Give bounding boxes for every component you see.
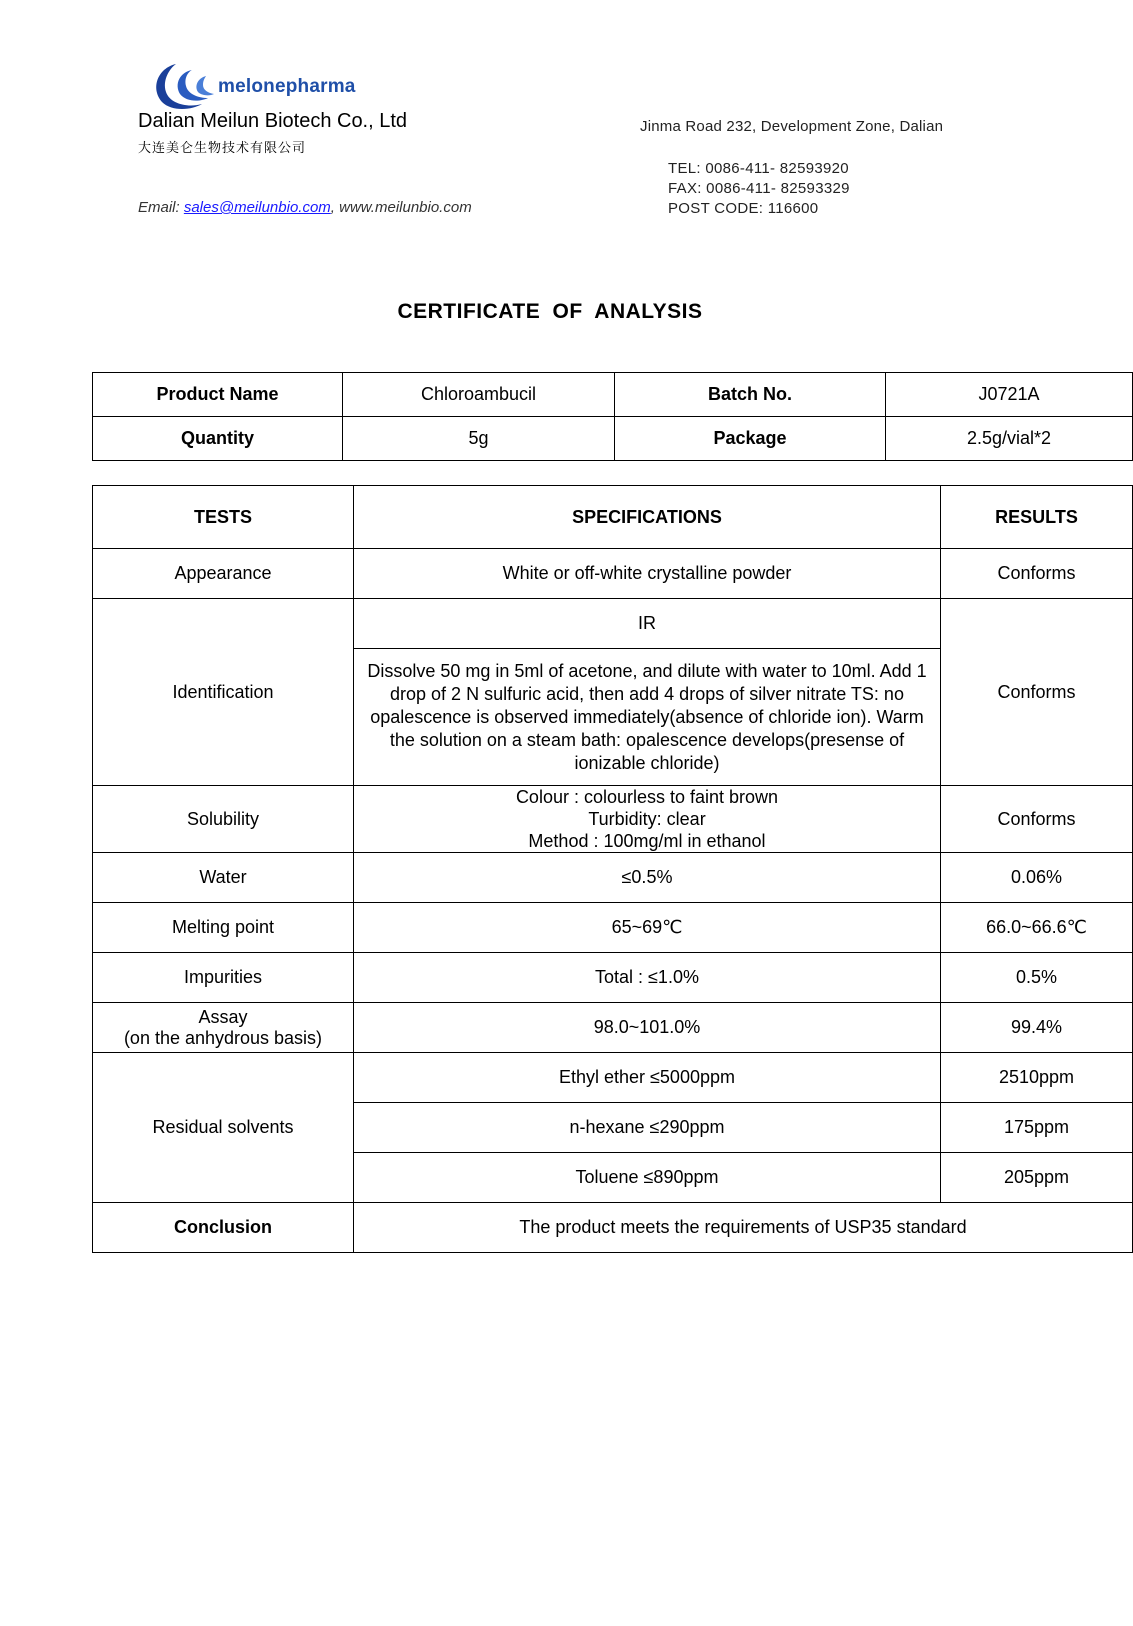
company-address: Jinma Road 232, Development Zone, Dalian (640, 118, 944, 135)
result-water: 0.06% (941, 853, 1133, 903)
email-label: Email: (138, 199, 184, 216)
company-name-english: Dalian Meilun Biotech Co., Ltd (138, 110, 408, 132)
spec-solubility-method: Method : 100mg/ml in ethanol (528, 831, 766, 851)
table-row-impurities (93, 953, 1133, 1003)
spec-appearance: White or off-white crystalline powder (354, 549, 941, 599)
test-residual-solvents: Residual solvents (93, 1053, 354, 1203)
company-name-chinese: 大连美仑生物技术有限公司 (138, 141, 307, 156)
spec-residual-ethyl-ether: Ethyl ether ≤5000ppm (354, 1053, 941, 1103)
result-assay: 99.4% (941, 1003, 1133, 1053)
table-row-water (93, 853, 1133, 903)
info-row (93, 417, 1133, 461)
result-impurities: 0.5% (941, 953, 1133, 1003)
test-impurities: Impurities (93, 953, 354, 1003)
spec-solubility (354, 786, 941, 853)
table-header-row (93, 486, 1133, 549)
conclusion-label: Conclusion (93, 1203, 354, 1253)
document-title-text: CERTIFICATE OF ANALYSIS (397, 300, 703, 323)
product-name-label: Product Name (93, 373, 343, 417)
table-row-conclusion (93, 1203, 1133, 1253)
fax: FAX: 0086-411- 82593329 (668, 180, 850, 197)
result-residual-n-hexane: 175ppm (941, 1103, 1133, 1153)
table-row-appearance (93, 549, 1133, 599)
info-row (93, 373, 1133, 417)
package-value: 2.5g/vial*2 (886, 417, 1133, 461)
result-appearance: Conforms (941, 549, 1133, 599)
spec-residual-n-hexane: n-hexane ≤290ppm (354, 1103, 941, 1153)
header-specifications: SPECIFICATIONS (354, 486, 941, 549)
package-label: Package (615, 417, 886, 461)
spec-residual-toluene: Toluene ≤890ppm (354, 1153, 941, 1203)
header-results: RESULTS (941, 486, 1133, 549)
table-row-solubility (93, 786, 1133, 853)
product-name-value: Chloroambucil (343, 373, 615, 417)
document-title (0, 300, 1100, 324)
analysis-table (92, 485, 1133, 1253)
post-code: POST CODE: 116600 (668, 200, 819, 217)
header-tests: TESTS (93, 486, 354, 549)
spec-solubility-colour: Colour : colourless to faint brown (515, 787, 779, 807)
result-identification: Conforms (941, 599, 1133, 786)
spec-solubility-turbidity: Turbidity: clear (588, 809, 706, 829)
logo-text: melonepharma (218, 76, 356, 97)
test-assay (93, 1003, 354, 1053)
test-appearance: Appearance (93, 549, 354, 599)
result-residual-ethyl-ether: 2510ppm (941, 1053, 1133, 1103)
test-assay-label: Assay (198, 1006, 248, 1027)
test-identification: Identification (93, 599, 354, 786)
quantity-value: 5g (343, 417, 615, 461)
table-row-melting-point (93, 903, 1133, 953)
logo-swirl-icon (156, 64, 214, 109)
result-residual-toluene: 205ppm (941, 1153, 1133, 1203)
conclusion-text: The product meets the requirements of USP35 standard (354, 1203, 1133, 1253)
email-link[interactable]: sales@meilunbio.com (183, 199, 331, 216)
spec-assay: 98.0~101.0% (354, 1003, 941, 1053)
table-row-residual-1 (93, 1053, 1133, 1103)
result-melting-point: 66.0~66.6℃ (941, 903, 1133, 953)
test-melting-point: Melting point (93, 903, 354, 953)
test-solubility: Solubility (93, 786, 354, 853)
table-row-assay (93, 1003, 1133, 1053)
website-link[interactable]: www.meilunbio.com (339, 199, 472, 216)
batch-label: Batch No. (615, 373, 886, 417)
product-info-table (92, 372, 1133, 461)
spec-melting-point: 65~69℃ (354, 903, 941, 953)
telephone: TEL: 0086-411- 82593920 (668, 160, 849, 177)
test-water: Water (93, 853, 354, 903)
table-row-identification (93, 599, 1133, 649)
website-separator: , (330, 199, 340, 216)
result-solubility: Conforms (941, 786, 1133, 853)
test-assay-basis: (on the anhydrous basis) (123, 1027, 323, 1048)
quantity-label: Quantity (93, 417, 343, 461)
contact-line (138, 199, 472, 216)
spec-impurities: Total : ≤1.0% (354, 953, 941, 1003)
spec-identification-ir: IR (354, 599, 941, 649)
spec-identification-chemical: Dissolve 50 mg in 5ml of acetone, and dilute with water to 10ml. Add 1 drop of 2 N sulfuric acid, then add 4 drops of silver nitrate TS: no opalescence is observed immediately(absence of chloride ion). Warm the solution on a steam bath: opalescence develops(presense of ionizable chloride) (354, 649, 941, 786)
spec-water: ≤0.5% (354, 853, 941, 903)
batch-value: J0721A (886, 373, 1133, 417)
